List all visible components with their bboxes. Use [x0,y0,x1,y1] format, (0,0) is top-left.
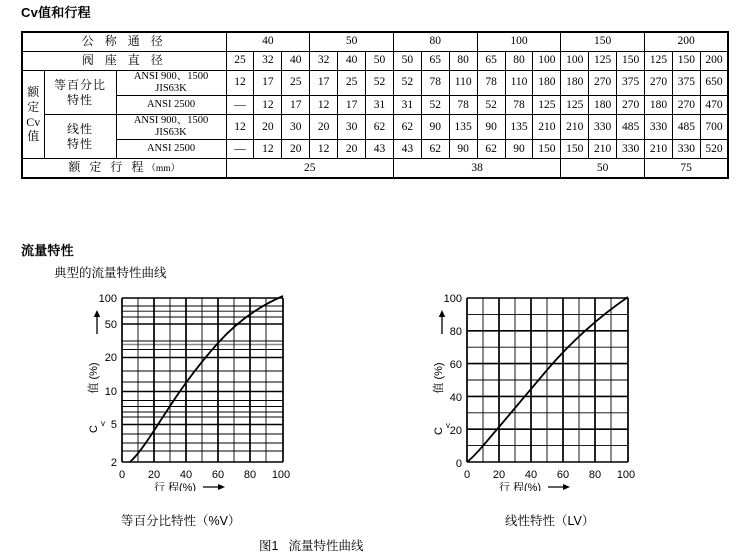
rated-stroke-label [22,159,226,179]
grid-minor-vertical [138,298,266,462]
cv-cell: 52 [477,96,505,115]
cv-cell: 12 [254,96,282,115]
cv-cell: 90 [449,140,477,159]
linear-curve [467,297,628,462]
chart-equal-percentage-svg [75,286,325,491]
table-row-nominal-diameter [22,32,728,52]
cv-table-container [21,31,729,179]
standard-ansi900-1500 [116,115,226,140]
standard-line1: ANSI 900、1500 [133,71,209,82]
cv-cell: 150 [561,140,589,159]
cv-cell: 180 [645,96,673,115]
chart-linear [420,286,670,496]
nominal-diameter-100: 100 [477,32,561,52]
y-tick-label: 0 [455,458,462,470]
x-tick-label: 0 [463,469,471,481]
cv-cell: 270 [672,96,700,115]
standard-line1: ANSI 900、1500 [133,115,209,127]
cv-cell: 25 [338,71,366,96]
y-axis-arrow-head-icon [94,310,100,317]
x-tick-label: 20 [492,469,506,481]
standard-line2: JIS63K [155,127,187,139]
seat-diameter-cell: 150 [617,52,645,71]
x-tick-label: 60 [556,469,570,481]
grid-major-vertical [122,298,283,462]
chart-right-caption: 线性特性（LV） [505,514,595,528]
equal-percentage-curve [130,296,283,462]
x-axis-arrow-head-icon [218,484,225,490]
cv-cell: 180 [589,96,617,115]
cv-cell: 31 [366,96,394,115]
cv-cell: 210 [561,115,589,140]
y-axis-unit-label: 值 (%) [433,362,445,394]
cv-section-heading: Cv值和行程 [21,5,91,20]
equal-percentage-line1: 等百分比 [53,77,106,92]
cv-cell: 62 [366,115,394,140]
cv-cell: 330 [589,115,617,140]
y-tick-label: 40 [449,392,462,404]
seat-diameter-cell: 125 [645,52,673,71]
x-axis-label: 行 程(%) [498,482,542,491]
cv-cell: 210 [589,140,617,159]
y-tick-label: 60 [449,359,462,371]
cv-cell: 12 [310,96,338,115]
standard-ansi2500: ANSI 2500 [116,96,226,115]
cv-cell: 31 [393,96,421,115]
x-axis-title-right [499,480,570,491]
y-tick-label: 50 [104,319,117,331]
rated-cv-label-char: 额 [27,85,40,100]
cv-cell: 43 [393,140,421,159]
rated-stroke-unit: （mm） [146,164,181,175]
grid-minor-horizontal [122,306,283,451]
cv-cell: 12 [310,140,338,159]
linear-characteristic-label [44,115,116,159]
cv-cell: 375 [617,71,645,96]
seat-diameter-cell: 80 [505,52,533,71]
grid-minor-horizontal [467,314,628,445]
rated-cv-label-char: 值 [27,129,40,144]
cv-cell: 330 [645,115,673,140]
y-tick-label: 2 [110,457,117,469]
seat-diameter-cell: 100 [533,52,561,71]
y-axis-arrow-head-icon [439,310,445,317]
x-tick-label: 60 [211,469,225,481]
y-tick-label: 20 [449,425,462,437]
cv-cell: 135 [505,115,533,140]
seat-diameter-cell: 25 [226,52,254,71]
cv-cell: 180 [561,71,589,96]
cv-cell: 62 [393,115,421,140]
cv-cell: 78 [505,96,533,115]
nominal-diameter-40: 40 [226,32,310,52]
cv-cell: 17 [282,96,310,115]
y-axis-title-left [86,310,105,433]
nominal-diameter-50: 50 [310,32,394,52]
rated-stroke-text: 额 定 行 程 [68,160,147,175]
cv-cell: 52 [366,71,394,96]
seat-diameter-cell: 200 [700,52,728,71]
cv-cell: 20 [338,140,366,159]
y-tick-label: 100 [443,293,462,305]
seat-diameter-cell: 80 [449,52,477,71]
cv-cell: 12 [254,140,282,159]
cv-cell: 17 [338,96,366,115]
cv-cell: 78 [477,71,505,96]
standard-ansi2500: ANSI 2500 [116,140,226,159]
x-tick-label: 100 [271,469,291,481]
seat-diameter-cell: 65 [421,52,449,71]
rated-cv-label [22,71,44,159]
cv-cell: 150 [533,140,561,159]
rated-stroke-value: 50 [561,159,645,179]
y-axis-unit-label: 值 (%) [88,362,100,394]
seat-diameter-cell: 100 [561,52,589,71]
y-tick-label: 100 [98,293,117,305]
x-tick-label: 80 [243,469,257,481]
x-axis-label: 行 程(%) [153,482,197,491]
cv-cell: 25 [282,71,310,96]
cv-cell: 52 [421,96,449,115]
standard-ansi900-1500 [116,71,226,96]
seat-diameter-cell: 40 [338,52,366,71]
linear-line1: 线性 [66,122,93,137]
cv-cell: 210 [645,140,673,159]
seat-diameter-label: 阀 座 直 径 [22,52,226,71]
seat-diameter-cell: 125 [589,52,617,71]
cv-cell: 520 [700,140,728,159]
standard-line2: JIS63K [155,83,187,95]
seat-diameter-cell: 65 [477,52,505,71]
y-axis-cv-label: C [433,427,445,435]
y-axis-cv-label: C [88,425,100,433]
x-axis-title-left [154,480,225,491]
cv-cell: 135 [449,115,477,140]
chart-equal-percentage [75,286,325,496]
cv-cell: 12 [226,71,254,96]
nominal-diameter-80: 80 [393,32,477,52]
cv-cell: 17 [310,71,338,96]
seat-diameter-cell: 40 [282,52,310,71]
plot-area-left [122,296,283,462]
cv-cell: 62 [477,140,505,159]
rated-stroke-value: 75 [645,159,729,179]
table-row-linear-ansi2500 [22,140,728,159]
x-tick-label: 40 [179,469,193,481]
y-axis-labels-right [444,293,462,470]
cv-cell: 270 [589,71,617,96]
nominal-diameter-label: 公 称 通 径 [22,32,226,52]
y-tick-label: 10 [104,386,117,398]
cv-cell: — [226,140,254,159]
grid-major-horizontal [122,298,283,462]
cv-cell: 700 [700,115,728,140]
x-axis-labels-left [119,469,290,481]
cv-cell: 485 [672,115,700,140]
cv-cell: 90 [505,140,533,159]
cv-cell: 110 [449,71,477,96]
rated-cv-label-char: 定 [27,100,40,114]
y-axis-title-right [431,310,450,435]
equal-percentage-label [44,71,116,115]
table-row-equal-pct-ansi900 [22,71,728,96]
x-tick-label: 0 [118,469,126,481]
cv-cell: 125 [561,96,589,115]
y-axis-labels-left [99,293,117,469]
flow-section-heading: 流量特性 [21,243,74,258]
seat-diameter-cell: 50 [366,52,394,71]
cv-cell: 43 [366,140,394,159]
y-tick-label: 5 [110,419,117,431]
rated-stroke-value: 38 [393,159,560,179]
seat-diameter-cell: 50 [393,52,421,71]
rated-cv-label-char: Cv [26,114,41,129]
cv-cell: 20 [282,140,310,159]
rated-stroke-value: 25 [226,159,393,179]
cv-cell: 650 [700,71,728,96]
y-tick-label: 80 [449,326,462,338]
cv-cell: 12 [226,115,254,140]
cv-cell: 485 [617,115,645,140]
x-tick-label: 40 [524,469,538,481]
y-axis-cv-subscript: v [446,421,450,430]
linear-line2: 特性 [66,136,93,151]
table-row-seat-diameter [22,52,728,71]
cv-cell: 110 [505,71,533,96]
seat-diameter-cell: 32 [254,52,282,71]
y-tick-label: 20 [104,352,117,364]
cv-cell: 470 [700,96,728,115]
cv-rating-table [21,31,729,179]
nominal-diameter-150: 150 [561,32,645,52]
figure-caption-text: 流量特性曲线 [288,539,364,553]
cv-cell: 30 [282,115,310,140]
cv-cell: 270 [617,96,645,115]
cv-cell: 17 [254,71,282,96]
cv-cell: 270 [645,71,673,96]
cv-cell: — [226,96,254,115]
cv-cell: 210 [533,115,561,140]
cv-cell: 78 [421,71,449,96]
cv-cell: 330 [672,140,700,159]
x-tick-label: 20 [147,469,161,481]
table-row-rated-stroke [22,159,728,179]
equal-percentage-line2: 特性 [66,92,93,107]
x-tick-label: 80 [588,469,602,481]
cv-cell: 78 [449,96,477,115]
cv-cell: 52 [393,71,421,96]
cv-cell: 180 [533,71,561,96]
cv-cell: 20 [254,115,282,140]
chart-linear-svg [420,286,670,491]
seat-diameter-cell: 150 [672,52,700,71]
x-axis-labels-right [464,469,635,481]
cv-cell: 375 [672,71,700,96]
cv-cell: 90 [477,115,505,140]
cv-cell: 125 [533,96,561,115]
x-tick-label: 100 [616,469,636,481]
cv-cell: 20 [310,115,338,140]
nominal-diameter-200: 200 [645,32,729,52]
cv-cell: 30 [338,115,366,140]
seat-diameter-cell: 32 [310,52,338,71]
table-row-equal-pct-ansi2500 [22,96,728,115]
figure-caption [259,536,363,554]
x-axis-arrow-head-icon [563,484,570,490]
y-axis-cv-subscript: v [101,419,105,428]
plot-area-right [467,297,628,462]
flow-section-subtitle: 典型的流量特性曲线 [54,266,167,280]
figure-number: 图1 [259,539,279,553]
cv-cell: 330 [617,140,645,159]
chart-left-caption: 等百分比特性（%V） [121,514,241,528]
cv-cell: 62 [421,140,449,159]
table-row-linear-ansi900 [22,115,728,140]
cv-cell: 90 [421,115,449,140]
